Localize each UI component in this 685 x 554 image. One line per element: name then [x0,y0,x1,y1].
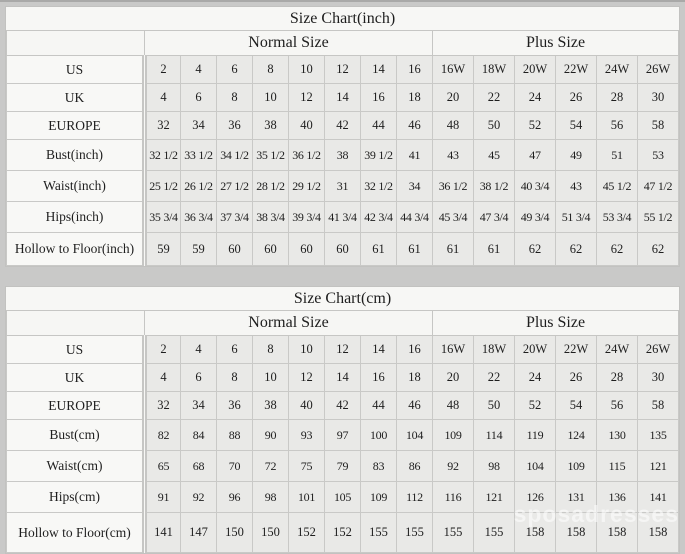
value-cell: 44 [361,392,397,420]
value-cell: 34 [181,112,217,140]
table-title: Size Chart(cm) [7,287,679,311]
value-cell: 158 [638,513,679,553]
value-cell: 26 [556,364,597,392]
value-cell: 14 [325,364,361,392]
value-cell: 14 [361,336,397,364]
value-cell: 29 1/2 [289,171,325,202]
normal-size-header: Normal Size [145,311,433,336]
value-cell: 8 [217,84,253,112]
value-cell: 42 [325,112,361,140]
table-row [7,420,679,451]
corner-cell [7,31,145,56]
value-cell: 60 [217,233,253,266]
value-cell: 49 3/4 [515,202,556,233]
value-cell: 36 [217,392,253,420]
value-cell: 12 [325,336,361,364]
value-cell: 59 [181,233,217,266]
value-cell: 24 [515,84,556,112]
value-cell: 56 [597,392,638,420]
value-cell: 2 [145,56,181,84]
value-cell: 158 [515,513,556,553]
value-cell: 60 [253,233,289,266]
value-cell: 62 [556,233,597,266]
value-cell: 14 [325,84,361,112]
size-chart-inch-table [6,7,679,266]
value-cell: 12 [289,84,325,112]
value-cell: 54 [556,112,597,140]
value-cell: 56 [597,112,638,140]
value-cell: 34 [181,392,217,420]
value-cell: 124 [556,420,597,451]
value-cell: 26W [638,336,679,364]
value-cell: 28 [597,84,638,112]
value-cell: 36 [217,112,253,140]
value-cell: 97 [325,420,361,451]
value-cell: 10 [253,84,289,112]
value-cell: 32 1/2 [361,171,397,202]
value-cell: 4 [181,56,217,84]
value-cell: 72 [253,451,289,482]
value-cell: 45 [474,140,515,171]
value-cell: 32 [145,392,181,420]
value-cell: 40 [289,112,325,140]
row-label: EUROPE [7,112,145,140]
value-cell: 35 1/2 [253,140,289,171]
value-cell: 62 [515,233,556,266]
table-row [7,513,679,553]
value-cell: 42 3/4 [361,202,397,233]
value-cell: 33 1/2 [181,140,217,171]
value-cell: 36 1/2 [289,140,325,171]
value-cell: 114 [474,420,515,451]
value-cell: 25 1/2 [145,171,181,202]
value-cell: 79 [325,451,361,482]
value-cell: 141 [638,482,679,513]
value-cell: 47 [515,140,556,171]
value-cell: 27 1/2 [217,171,253,202]
table-row [7,56,679,84]
value-cell: 51 3/4 [556,202,597,233]
value-cell: 34 1/2 [217,140,253,171]
value-cell: 47 1/2 [638,171,679,202]
value-cell: 22W [556,56,597,84]
value-cell: 90 [253,420,289,451]
value-cell: 98 [474,451,515,482]
value-cell: 18 [397,84,433,112]
tables-container [0,6,685,554]
value-cell: 36 3/4 [181,202,217,233]
value-cell: 10 [289,336,325,364]
value-cell: 2 [145,336,181,364]
value-cell: 26 [556,84,597,112]
value-cell: 38 [253,112,289,140]
value-cell: 41 [397,140,433,171]
table-title: Size Chart(inch) [7,7,679,31]
value-cell: 18W [474,56,515,84]
value-cell: 4 [145,84,181,112]
value-cell: 92 [433,451,474,482]
value-cell: 6 [181,84,217,112]
value-cell: 10 [253,364,289,392]
value-cell: 88 [217,420,253,451]
value-cell: 12 [325,56,361,84]
row-label: Hollow to Floor(inch) [7,233,145,266]
value-cell: 22W [556,336,597,364]
value-cell: 20W [515,56,556,84]
value-cell: 45 3/4 [433,202,474,233]
corner-cell [7,311,145,336]
value-cell: 16 [361,84,397,112]
value-cell: 92 [181,482,217,513]
value-cell: 83 [361,451,397,482]
value-cell: 155 [397,513,433,553]
value-cell: 62 [638,233,679,266]
value-cell: 22 [474,84,515,112]
value-cell: 152 [325,513,361,553]
value-cell: 155 [474,513,515,553]
value-cell: 75 [289,451,325,482]
value-cell: 24W [597,56,638,84]
value-cell: 61 [474,233,515,266]
value-cell: 104 [515,451,556,482]
value-cell: 10 [289,56,325,84]
value-cell: 52 [515,392,556,420]
value-cell: 50 [474,392,515,420]
value-cell: 48 [433,112,474,140]
table-row [7,112,679,140]
value-cell: 60 [289,233,325,266]
value-cell: 43 [433,140,474,171]
value-cell: 136 [597,482,638,513]
value-cell: 35 3/4 [145,202,181,233]
value-cell: 105 [325,482,361,513]
value-cell: 150 [253,513,289,553]
table-row [7,364,679,392]
value-cell: 109 [433,420,474,451]
row-label: Hollow to Floor(cm) [7,513,145,553]
value-cell: 147 [181,513,217,553]
value-cell: 39 1/2 [361,140,397,171]
value-cell: 121 [638,451,679,482]
value-cell: 61 [361,233,397,266]
value-cell: 16 [397,336,433,364]
value-cell: 115 [597,451,638,482]
value-cell: 40 [289,392,325,420]
value-cell: 24W [597,336,638,364]
value-cell: 109 [361,482,397,513]
value-cell: 38 1/2 [474,171,515,202]
value-cell: 62 [597,233,638,266]
screenshot-top-edge [0,0,685,2]
value-cell: 121 [474,482,515,513]
value-cell: 38 [253,392,289,420]
value-cell: 52 [515,112,556,140]
value-cell: 30 [638,364,679,392]
value-cell: 28 1/2 [253,171,289,202]
value-cell: 38 3/4 [253,202,289,233]
row-label: Hips(inch) [7,202,145,233]
value-cell: 135 [638,420,679,451]
value-cell: 18W [474,336,515,364]
value-cell: 116 [433,482,474,513]
value-cell: 82 [145,420,181,451]
value-cell: 58 [638,112,679,140]
size-chart-cm-panel [5,286,680,554]
value-cell: 65 [145,451,181,482]
value-cell: 6 [217,336,253,364]
table-row [7,336,679,364]
value-cell: 37 3/4 [217,202,253,233]
plus-size-header: Plus Size [433,31,679,56]
value-cell: 16W [433,336,474,364]
value-cell: 51 [597,140,638,171]
row-label: US [7,336,145,364]
value-cell: 55 1/2 [638,202,679,233]
value-cell: 8 [253,336,289,364]
value-cell: 46 [397,112,433,140]
value-cell: 4 [145,364,181,392]
value-cell: 53 [638,140,679,171]
value-cell: 141 [145,513,181,553]
table-row [7,233,679,266]
value-cell: 158 [597,513,638,553]
value-cell: 130 [597,420,638,451]
table-row [7,171,679,202]
value-cell: 58 [638,392,679,420]
value-cell: 53 3/4 [597,202,638,233]
value-cell: 126 [515,482,556,513]
table-row [7,202,679,233]
value-cell: 45 1/2 [597,171,638,202]
value-cell: 36 1/2 [433,171,474,202]
plus-size-header: Plus Size [433,311,679,336]
value-cell: 31 [325,171,361,202]
value-cell: 24 [515,364,556,392]
normal-size-header: Normal Size [145,31,433,56]
row-label: Bust(cm) [7,420,145,451]
row-label: EUROPE [7,392,145,420]
value-cell: 93 [289,420,325,451]
row-label: Waist(inch) [7,171,145,202]
table-row [7,84,679,112]
value-cell: 41 3/4 [325,202,361,233]
row-label: Waist(cm) [7,451,145,482]
value-cell: 32 [145,112,181,140]
value-cell: 16 [361,364,397,392]
value-cell: 98 [253,482,289,513]
value-cell: 42 [325,392,361,420]
value-cell: 49 [556,140,597,171]
value-cell: 38 [325,140,361,171]
value-cell: 34 [397,171,433,202]
value-cell: 22 [474,364,515,392]
value-cell: 155 [433,513,474,553]
value-cell: 32 1/2 [145,140,181,171]
value-cell: 30 [638,84,679,112]
value-cell: 39 3/4 [289,202,325,233]
value-cell: 4 [181,336,217,364]
value-cell: 59 [145,233,181,266]
row-label: UK [7,84,145,112]
value-cell: 46 [397,392,433,420]
value-cell: 28 [597,364,638,392]
table-row [7,140,679,171]
value-cell: 26 1/2 [181,171,217,202]
value-cell: 12 [289,364,325,392]
value-cell: 150 [217,513,253,553]
value-cell: 18 [397,364,433,392]
value-cell: 44 [361,112,397,140]
value-cell: 6 [217,56,253,84]
value-cell: 68 [181,451,217,482]
value-cell: 91 [145,482,181,513]
table-row [7,451,679,482]
size-chart-inch-panel [5,6,680,267]
value-cell: 158 [556,513,597,553]
value-cell: 44 3/4 [397,202,433,233]
row-label: Bust(inch) [7,140,145,171]
value-cell: 43 [556,171,597,202]
table-row [7,392,679,420]
value-cell: 26W [638,56,679,84]
value-cell: 86 [397,451,433,482]
value-cell: 20 [433,84,474,112]
row-label: US [7,56,145,84]
value-cell: 50 [474,112,515,140]
value-cell: 8 [217,364,253,392]
value-cell: 20W [515,336,556,364]
value-cell: 109 [556,451,597,482]
value-cell: 6 [181,364,217,392]
value-cell: 119 [515,420,556,451]
value-cell: 84 [181,420,217,451]
value-cell: 70 [217,451,253,482]
row-label: UK [7,364,145,392]
value-cell: 16 [397,56,433,84]
value-cell: 101 [289,482,325,513]
row-label: Hips(cm) [7,482,145,513]
value-cell: 16W [433,56,474,84]
watermark-text: sposadresses [513,501,679,527]
value-cell: 155 [361,513,397,553]
table-row [7,482,679,513]
value-cell: 60 [325,233,361,266]
value-cell: 96 [217,482,253,513]
value-cell: 131 [556,482,597,513]
size-chart-cm-table [6,287,679,553]
value-cell: 100 [361,420,397,451]
value-cell: 40 3/4 [515,171,556,202]
value-cell: 61 [433,233,474,266]
value-cell: 14 [361,56,397,84]
value-cell: 20 [433,364,474,392]
value-cell: 152 [289,513,325,553]
value-cell: 54 [556,392,597,420]
value-cell: 104 [397,420,433,451]
value-cell: 61 [397,233,433,266]
value-cell: 112 [397,482,433,513]
value-cell: 8 [253,56,289,84]
value-cell: 47 3/4 [474,202,515,233]
value-cell: 48 [433,392,474,420]
